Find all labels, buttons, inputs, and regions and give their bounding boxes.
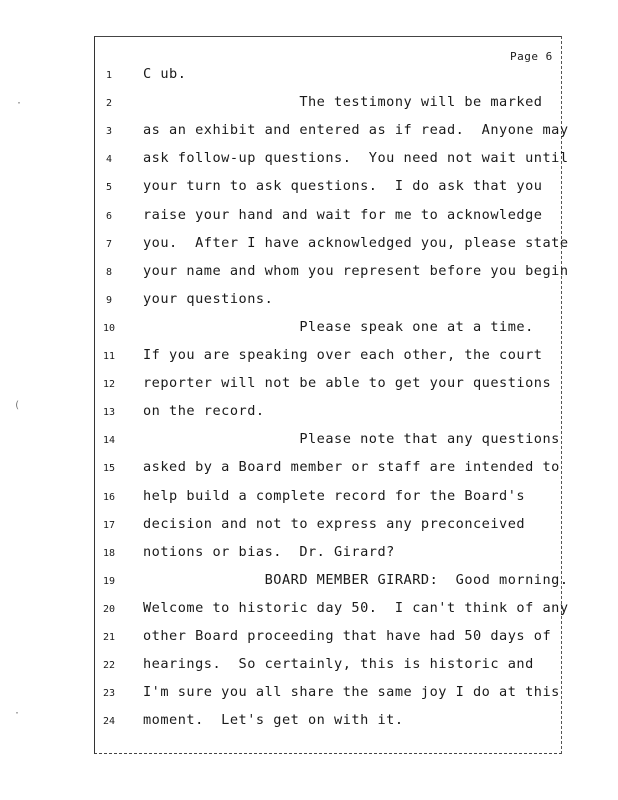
line-text: reporter will not be able to get your questions bbox=[143, 375, 552, 392]
line-text: ask follow-up questions. You need not wait until bbox=[143, 150, 569, 167]
transcript-line bbox=[0, 431, 618, 451]
line-number: 11 bbox=[102, 351, 116, 362]
line-text: Please note that any questions bbox=[143, 431, 560, 448]
page-number: Page 6 bbox=[510, 50, 553, 63]
line-text: you. After I have acknowledged you, please state bbox=[143, 234, 569, 251]
line-number: 1 bbox=[105, 70, 113, 81]
line-number: 2 bbox=[105, 98, 113, 110]
margin-mark: · bbox=[14, 708, 21, 719]
transcript-line bbox=[0, 544, 618, 564]
transcript-line bbox=[0, 347, 618, 367]
transcript-line bbox=[0, 207, 618, 227]
line-number: 3 bbox=[105, 126, 113, 138]
line-number: 18 bbox=[102, 547, 116, 559]
transcript-line bbox=[0, 516, 618, 536]
transcript-line bbox=[0, 712, 618, 732]
transcript-line bbox=[0, 488, 618, 508]
line-number: 17 bbox=[102, 519, 116, 531]
line-number: 8 bbox=[105, 266, 113, 278]
transcript-line bbox=[0, 572, 618, 592]
transcript-line bbox=[0, 319, 618, 339]
line-text: your questions. bbox=[143, 290, 274, 307]
line-number: 24 bbox=[102, 716, 116, 728]
line-text: other Board proceeding that have had 50 days of bbox=[143, 628, 552, 644]
line-text: I'm sure you all share the same joy I do at this bbox=[143, 684, 560, 701]
line-number: 21 bbox=[102, 632, 116, 643]
transcript-line bbox=[0, 150, 618, 170]
margin-mark: ( bbox=[14, 400, 21, 411]
line-number: 7 bbox=[105, 238, 113, 250]
transcript-line bbox=[0, 122, 618, 142]
transcript-line bbox=[0, 178, 618, 198]
line-text: decision and not to express any preconceived bbox=[143, 515, 526, 532]
transcript-line bbox=[0, 263, 618, 283]
line-text: as an exhibit and entered as if read. Anyone may bbox=[143, 122, 569, 139]
transcript-line bbox=[0, 291, 618, 311]
line-number: 22 bbox=[102, 660, 116, 672]
line-text: C ub. bbox=[143, 66, 187, 82]
transcript-line bbox=[0, 94, 618, 114]
line-number: 10 bbox=[102, 322, 116, 334]
line-text: raise your hand and wait for me to acknowledge bbox=[143, 206, 543, 223]
line-text: asked by a Board member or staff are intended to bbox=[143, 459, 560, 476]
line-number: 5 bbox=[105, 182, 113, 194]
line-number: 4 bbox=[105, 154, 113, 166]
transcript-line bbox=[0, 375, 618, 395]
line-number: 15 bbox=[102, 463, 116, 475]
line-text: on the record. bbox=[143, 403, 265, 420]
line-text: The testimony will be marked bbox=[143, 94, 543, 111]
transcript-line bbox=[0, 403, 618, 423]
line-number: 20 bbox=[102, 603, 116, 615]
line-text: your name and whom you represent before you begin bbox=[143, 262, 569, 279]
line-text: BOARD MEMBER GIRARD: Good morning. bbox=[143, 571, 569, 588]
line-text: hearings. So certainly, this is historic and bbox=[143, 656, 534, 673]
line-text: notions or bias. Dr. Girard? bbox=[143, 543, 395, 560]
transcript-line bbox=[0, 235, 618, 255]
line-text: Welcome to historic day 50. I can't think of any bbox=[143, 599, 569, 616]
line-number: 14 bbox=[102, 435, 116, 447]
line-text: moment. Let's get on with it. bbox=[143, 712, 404, 729]
line-number: 19 bbox=[102, 575, 116, 587]
transcript-line bbox=[0, 656, 618, 676]
line-text: If you are speaking over each other, the court bbox=[143, 347, 543, 363]
line-number: 23 bbox=[102, 688, 116, 700]
margin-mark: · bbox=[16, 98, 23, 109]
line-text: Please speak one at a time. bbox=[143, 318, 534, 335]
transcript-line bbox=[0, 600, 618, 620]
line-text: help build a complete record for the Board's bbox=[143, 487, 526, 504]
line-number: 12 bbox=[102, 379, 116, 391]
line-number: 13 bbox=[102, 407, 116, 419]
line-number: 6 bbox=[105, 210, 113, 222]
transcript-line bbox=[0, 684, 618, 704]
transcript-line bbox=[0, 628, 618, 648]
transcript-line bbox=[0, 66, 618, 86]
line-number: 9 bbox=[105, 294, 113, 306]
line-number: 16 bbox=[102, 491, 116, 503]
line-text: your turn to ask questions. I do ask that you bbox=[143, 178, 543, 195]
transcript-line bbox=[0, 459, 618, 479]
